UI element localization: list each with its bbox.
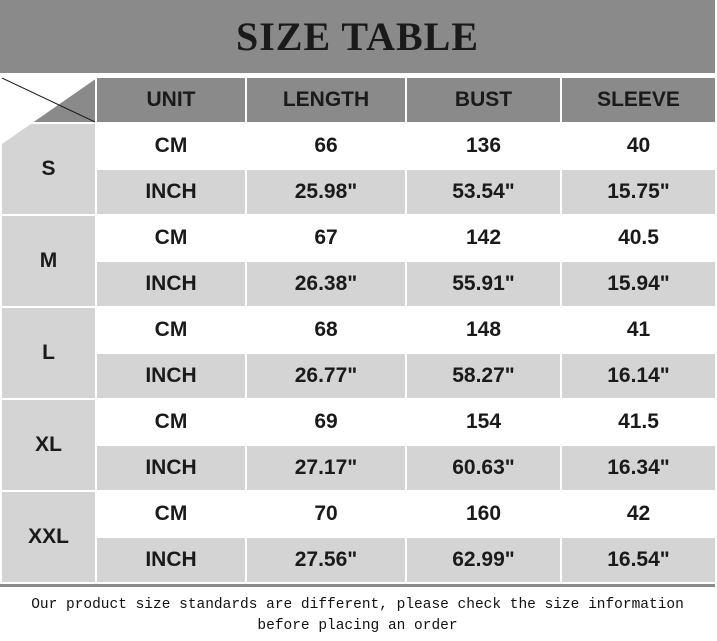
sleeve-cell: 40 xyxy=(561,123,716,169)
bust-cell: 60.63" xyxy=(406,445,561,491)
bust-cell: 55.91" xyxy=(406,261,561,307)
length-cell: 69 xyxy=(246,399,406,445)
table-row xyxy=(1,307,716,353)
table-row xyxy=(1,123,716,169)
size-label-l: L xyxy=(1,307,96,399)
bust-cell: 142 xyxy=(406,215,561,261)
unit-cell: INCH xyxy=(96,353,246,399)
unit-cell: CM xyxy=(96,399,246,445)
table-row xyxy=(1,491,716,537)
size-label-xl: XL xyxy=(1,399,96,491)
size-label-xxl: XXL xyxy=(1,491,96,583)
table-row xyxy=(1,537,716,583)
sleeve-cell: 41.5 xyxy=(561,399,716,445)
sleeve-cell: 15.94" xyxy=(561,261,716,307)
bust-cell: 136 xyxy=(406,123,561,169)
sleeve-cell: 16.14" xyxy=(561,353,716,399)
table-row xyxy=(1,445,716,491)
unit-cell: INCH xyxy=(96,445,246,491)
page-title: SIZE TABLE xyxy=(235,14,480,59)
size-table xyxy=(0,76,717,584)
unit-cell: CM xyxy=(96,307,246,353)
sleeve-cell: 42 xyxy=(561,491,716,537)
column-header-length: LENGTH xyxy=(246,77,406,123)
column-header-sleeve: SLEEVE xyxy=(561,77,716,123)
unit-cell: CM xyxy=(96,491,246,537)
length-cell: 27.56" xyxy=(246,537,406,583)
bust-cell: 53.54" xyxy=(406,169,561,215)
table-row xyxy=(1,261,716,307)
sleeve-cell: 16.54" xyxy=(561,537,716,583)
bust-cell: 58.27" xyxy=(406,353,561,399)
size-label-m: M xyxy=(1,215,96,307)
length-cell: 25.98" xyxy=(246,169,406,215)
bust-cell: 148 xyxy=(406,307,561,353)
footer-note xyxy=(0,584,715,641)
table-row xyxy=(1,215,716,261)
length-cell: 66 xyxy=(246,123,406,169)
unit-cell: INCH xyxy=(96,169,246,215)
table-row xyxy=(1,353,716,399)
size-label-s: S xyxy=(1,123,96,215)
column-header-unit: UNIT xyxy=(96,77,246,123)
table-row xyxy=(1,169,716,215)
unit-cell: CM xyxy=(96,123,246,169)
bust-cell: 160 xyxy=(406,491,561,537)
title-bar xyxy=(0,0,715,76)
table-header-row xyxy=(1,77,716,123)
sleeve-cell: 15.75" xyxy=(561,169,716,215)
sleeve-cell: 16.34" xyxy=(561,445,716,491)
bust-cell: 62.99" xyxy=(406,537,561,583)
length-cell: 68 xyxy=(246,307,406,353)
length-cell: 26.38" xyxy=(246,261,406,307)
bust-cell: 154 xyxy=(406,399,561,445)
length-cell: 26.77" xyxy=(246,353,406,399)
length-cell: 27.17" xyxy=(246,445,406,491)
unit-cell: INCH xyxy=(96,537,246,583)
footer-line-1: Our product size standards are different, please check the size information xyxy=(31,597,684,613)
corner-cell xyxy=(1,77,96,123)
table-row xyxy=(1,399,716,445)
length-cell: 70 xyxy=(246,491,406,537)
footer-line-2: before placing an order xyxy=(257,618,458,635)
column-header-bust: BUST xyxy=(406,77,561,123)
unit-cell: INCH xyxy=(96,261,246,307)
sleeve-cell: 41 xyxy=(561,307,716,353)
unit-cell: CM xyxy=(96,215,246,261)
length-cell: 67 xyxy=(246,215,406,261)
diagonal-line-icon xyxy=(2,78,95,122)
sleeve-cell: 40.5 xyxy=(561,215,716,261)
